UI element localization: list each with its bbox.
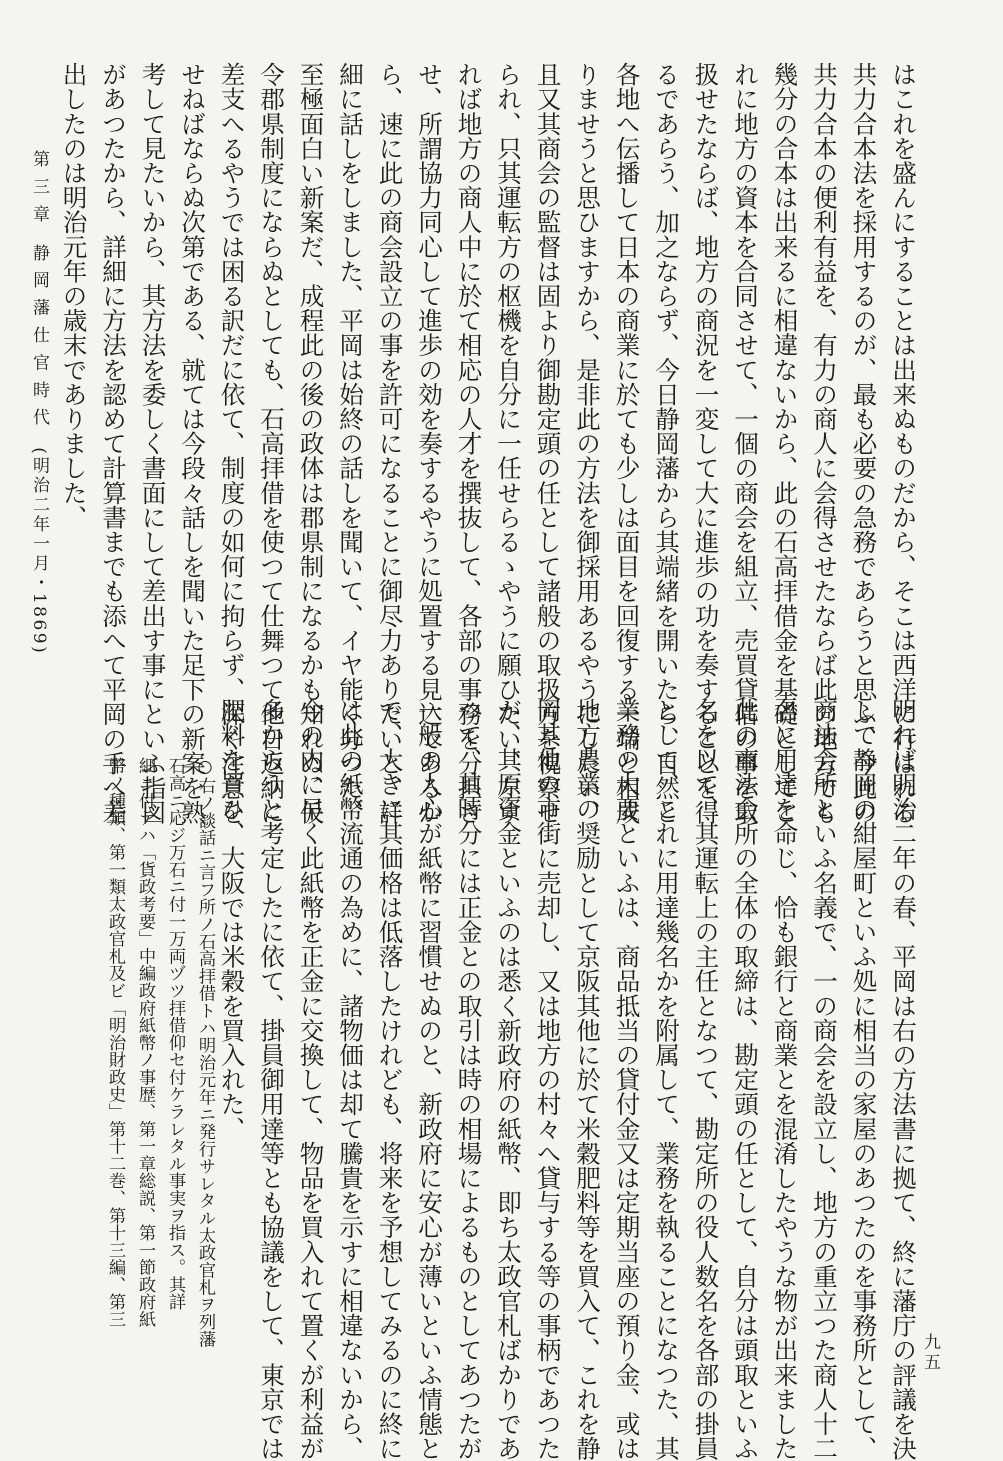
text-column: 名を以て、其運転上の主任となつて、勘定所の役人数名を各部の掛員 [691,698,721,1461]
text-column: があつたから、詳細に方法を認めて計算書までも添へて平岡の手へ差 [99,62,128,825]
text-column: はこれを盛んにすることは出来ぬものだから、そこは西洋に行はれる [889,62,918,825]
text-column: が、其原資金といふのは悉く新政府の紙幣、即ち太政官札ばかりであ [494,698,523,1461]
footnote-column: 石高ニ応ジ万石ニ付一万両ヅツ拝借仰セ付ケラレタル事実ヲ指ス。其詳 [165,757,185,1311]
text-column: りませうと思ひますから、是非此の方法を御採用あるやうにしたい、 [573,62,602,825]
text-column: 明れば明治二年の春、平岡は右の方法書に拠て、終に藩庁の評議を決 [889,698,918,1461]
text-column: 扱せたならば、地方の商況を一変して大に進歩の功を奏することを得 [691,62,721,825]
text-column: るであらう、加之ならず、今日静岡藩から其端緒を開いたら、自然と [652,62,681,825]
text-column: れに地方の資本を合同させて、一個の商会を組立、売買貸借の事を取 [731,62,760,825]
text-column: 一般の人心が紙幣に習慣せぬのと、新政府に安心が薄いといふ情態と [415,698,444,1461]
text-column: 此の商法会所の全体の取締は、勘定頭の任として、自分は頭取といふ [731,698,760,1461]
text-column: 考して見たいから、其方法を委しく書面にして差出す事にといふ指図 [138,62,168,825]
text-column: 共力合本の便利有益を、有力の商人に会得させたならば此の地方でも [810,62,839,825]
footnote-block [100,757,220,1348]
text-column: ら、速に此の商会設立の事を許可になることに御尽力ありたいと、詳 [375,62,405,825]
text-column: で、大きに其価格は低落したけれども、将来を予想してみるのに終に [375,698,405,1461]
text-column: 地方農業の奨励として京阪其他に於て米穀肥料等を買入て、これを静 [573,698,602,1461]
footnote-column: 幣ノ種類、第一類太政官札及ビ「明治財政史」第十二巻、第十三編、第三 [105,757,125,1328]
text-column: つて、其時分には正金との取引は時の相場によるものとしてあつたが [454,698,484,1461]
text-column: 各地へ伝播して日本の商業に於ても少しは面目を回復する一端と相成 [612,62,642,825]
text-column: 且又其商会の監督は固より御勘定頭の任として諸般の取扱方を視察せ [533,62,563,825]
text-column: は此の紙幣流通の為めに、諸物価は却て騰貴を示すに相違ないから、 [336,698,365,1461]
text-column: して静岡の紺屋町といふ処に相当の家屋のあつたのを事務所として、 [849,698,879,1461]
text-column: として、これに用達幾名かを附属して、業務を執ることになつた、其 [652,698,681,1461]
text-column: せ、所謂協力同心して進歩の効を奏するやうに処置する見込であるか [415,62,444,825]
text-column: 出したのは明治元年の歳末でありました、 [59,62,89,530]
running-header: 第 三 章 静 岡 藩 仕 官 時 代 (明治二年一月・1869) [29,150,49,656]
text-column: 名に用達を命じ、恰も銀行と商業とを混淆したやうな物が出来ました [770,698,800,1461]
text-column: 肥料を買ひ、大阪では米穀を買入れた、 [217,698,247,1141]
text-column: 至極面白い新案だ、成程此の後の政体は郡県制になるかも知れぬ、仮 [296,62,326,825]
text-column: せねばならぬ次第である、就ては今段々話しを聞いた足下の新案を熟 [178,62,207,825]
text-column: 令郡県制度にならぬとしても、石高拝借を使つて仕舞つて他日返納に [257,62,286,825]
footnote-column: 細ニ付テハ「貨政考要」中編政府紙幣ノ事歴、第一章総説、第一節政府紙 [135,757,155,1328]
text-column: 多からうと考定したに依て、掛員御用達等とも協議をして、東京では [257,698,286,1461]
text-column: 今の内に早く此紙幣を正金に交換して、物品を買入れて置くが利益が [296,698,326,1461]
text-column: られ、只其運転方の枢機を自分に一任せらるゝやうに願ひたい、左す [494,62,523,825]
text-column: 岡其他の市街に売却し、又は地方の村々へ貸与する等の事柄であつた [533,698,563,1461]
footnote-column: ○右ノ談話ニ言フ所ノ石高拝借トハ明治元年ニ発行サレタル太政官札ヲ列藩 [195,757,215,1348]
text-column: 幾分の合本は出来るに相違ないから、此の石高拝借金を基礎としてこ [770,62,800,825]
text-column: 共力合本法を採用するのが、最も必要の急務であらうと思ふ、今此の [849,62,879,825]
text-column: 業務の大要といふは、商品抵当の貸付金又は定期当座の預り金、或は [612,698,642,1461]
text-column: れば地方の商人中に於て相応の人才を撰抜して、各部の事務を分担さ [454,62,484,825]
text-column: 細に話しをしました、平岡は始終の話しを聞いて、イヤ能く分つた、 [336,62,365,825]
upper-text-block [54,62,923,825]
page-number: 九五 [920,1333,940,1373]
text-column: 差支へるやうでは困る訳だに依て、制度の如何に拘らず、深く注意を [217,62,247,825]
lower-text-block [212,698,923,1461]
text-column: 商法会所といふ名義で、一の商会を設立し、地方の重立つた商人十二 [810,698,839,1461]
